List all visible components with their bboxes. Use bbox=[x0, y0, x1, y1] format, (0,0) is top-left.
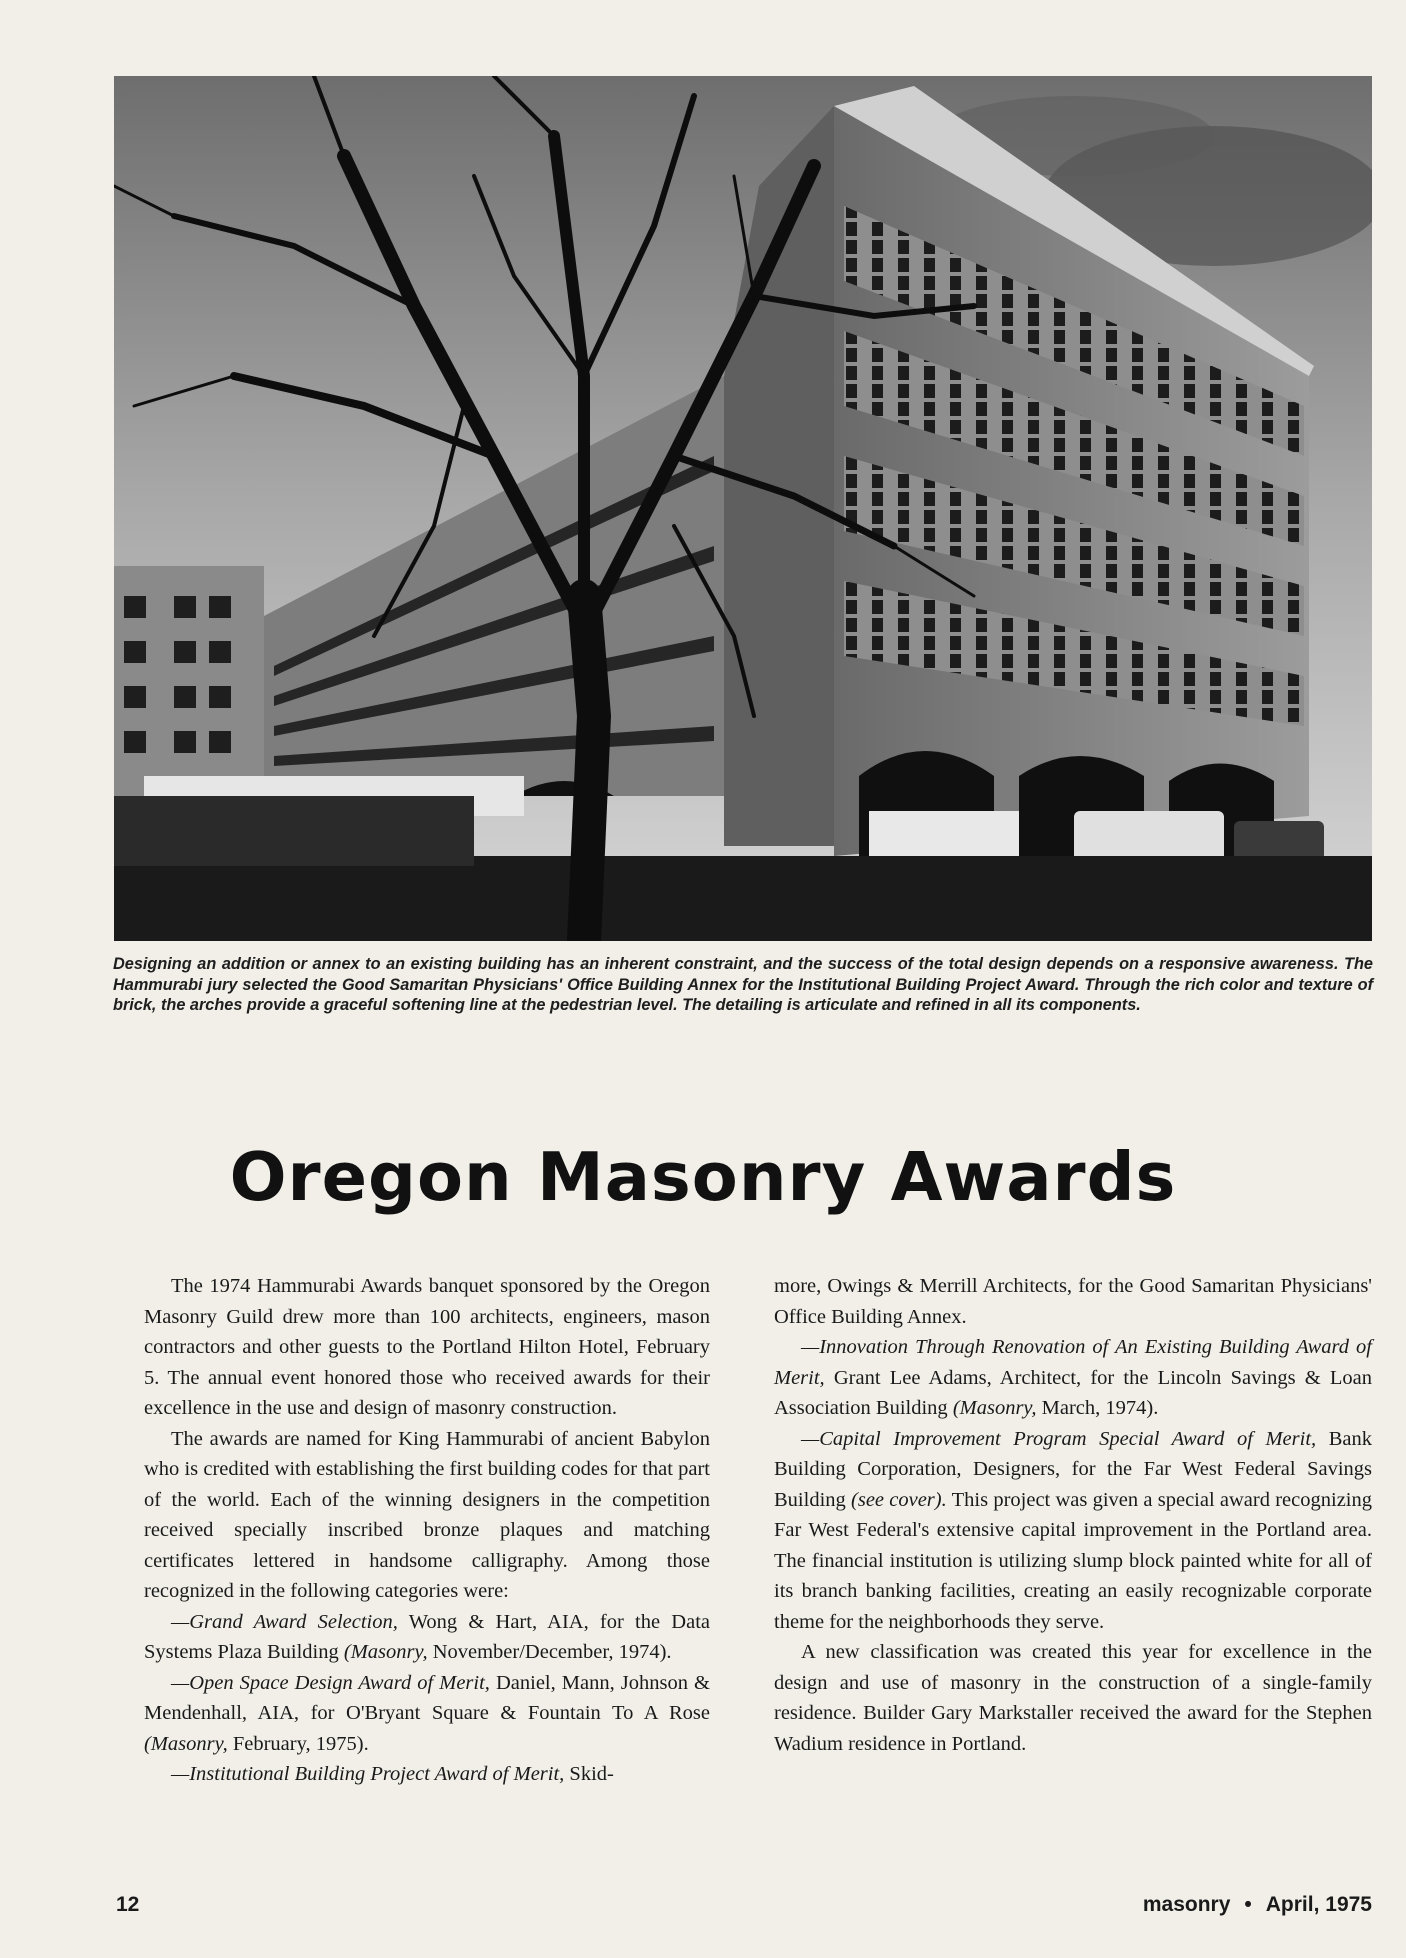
citation-date: March, 1974). bbox=[1036, 1397, 1159, 1419]
issue-date: April, 1975 bbox=[1265, 1893, 1372, 1916]
award-text: Daniel, Mann, Johnson & Mendenhall, AIA, for O'Bryant Square & Fountain To A Rose bbox=[144, 1671, 711, 1724]
page-number: 12 bbox=[116, 1893, 140, 1916]
citation-date: February, 1975). bbox=[227, 1732, 369, 1755]
citation: (Masonry, bbox=[952, 1397, 1037, 1419]
award-text: Skid- bbox=[564, 1763, 614, 1785]
award-text: Bank Building Corporation, Designers, for the Far West Federal Savings Building bbox=[774, 1427, 1372, 1511]
award-entry bbox=[144, 1668, 710, 1760]
award-name: —Grand Award Selection, bbox=[171, 1610, 398, 1633]
award-name: —Institutional Building Project Award of Merit, bbox=[171, 1763, 565, 1785]
article-title: Oregon Masonry Awards bbox=[229, 1138, 1177, 1216]
award-entry bbox=[774, 1332, 1372, 1424]
paragraph: more, Owings & Merrill Architects, for the Good Samaritan Physicians' Office Building Annex. bbox=[774, 1275, 1372, 1328]
award-text: Wong & Hart, AIA, for the Data Systems Plaza Building bbox=[144, 1610, 710, 1663]
award-entry bbox=[774, 1424, 1372, 1638]
award-entry bbox=[144, 1759, 710, 1790]
award-text: This project was given a special award recognizing Far West Federal's extensive capital improvement in the Portland area. The financial institution is utilizing slump block painted white for all of its branch banking facilities, creating an easily recognizable corporate theme for the neighborhoods they serve. bbox=[774, 1488, 1372, 1633]
issue-line bbox=[1143, 1893, 1372, 1917]
right-column bbox=[774, 1271, 1372, 1759]
photo-caption: Designing an addition or annex to an existing building has an inherent constraint, and the success of the total design depends on a responsive awareness. The Hammurabi jury selected the Good Samaritan Physicians' Office Building Annex for the Institutional Building Project Award. Through the rich color and texture of brick, the arches provide a graceful softening line at the pedestrian level. The detailing is articulate and refined in all its components. bbox=[113, 955, 1373, 1014]
paragraph: A new classification was created this year for excellence in the design and use of masonry in the construction of a single-family residence. Builder Gary Markstaller received the award for the Stephen Wadium residence in Portland. bbox=[774, 1641, 1372, 1755]
citation-date: November/December, 1974). bbox=[427, 1641, 672, 1663]
citation: (see cover). bbox=[851, 1488, 947, 1511]
paragraph: The 1974 Hammurabi Awards banquet sponsored by the Oregon Masonry Guild drew more than 100 architects, engineers, mason contractors and other guests to the Portland Hilton Hotel, February 5. The annual event honored those who received awards for their excellence in the use and design of masonry construction. bbox=[144, 1275, 710, 1419]
building-photo bbox=[114, 76, 1372, 941]
left-column bbox=[144, 1271, 710, 1790]
award-name: —Innovation Through Renovation of An Existing Building Award of Merit, bbox=[774, 1336, 1372, 1389]
award-name: —Open Space Design Award of Merit, bbox=[171, 1671, 490, 1694]
paragraph: The awards are named for King Hammurabi of ancient Babylon who is credited with establishing the first building codes for that part of the world. Each of the winning designers in the competition received specially inscribed bronze plaques and matching certificates lettered in handsome calligraphy. Among those recognized in the following categories were: bbox=[144, 1427, 710, 1602]
award-entry bbox=[144, 1607, 710, 1668]
citation: (Masonry, bbox=[144, 1732, 228, 1755]
award-name: —Capital Improvement Program Special Award of Merit, bbox=[801, 1427, 1317, 1450]
building-photo-icon bbox=[114, 76, 1372, 941]
bullet-separator: • bbox=[1244, 1893, 1252, 1916]
citation: (Masonry, bbox=[343, 1641, 428, 1663]
magazine-name: masonry bbox=[1142, 1893, 1231, 1916]
award-text: Grant Lee Adams, Architect, for the Lincoln Savings & Loan Association Building bbox=[774, 1366, 1372, 1419]
